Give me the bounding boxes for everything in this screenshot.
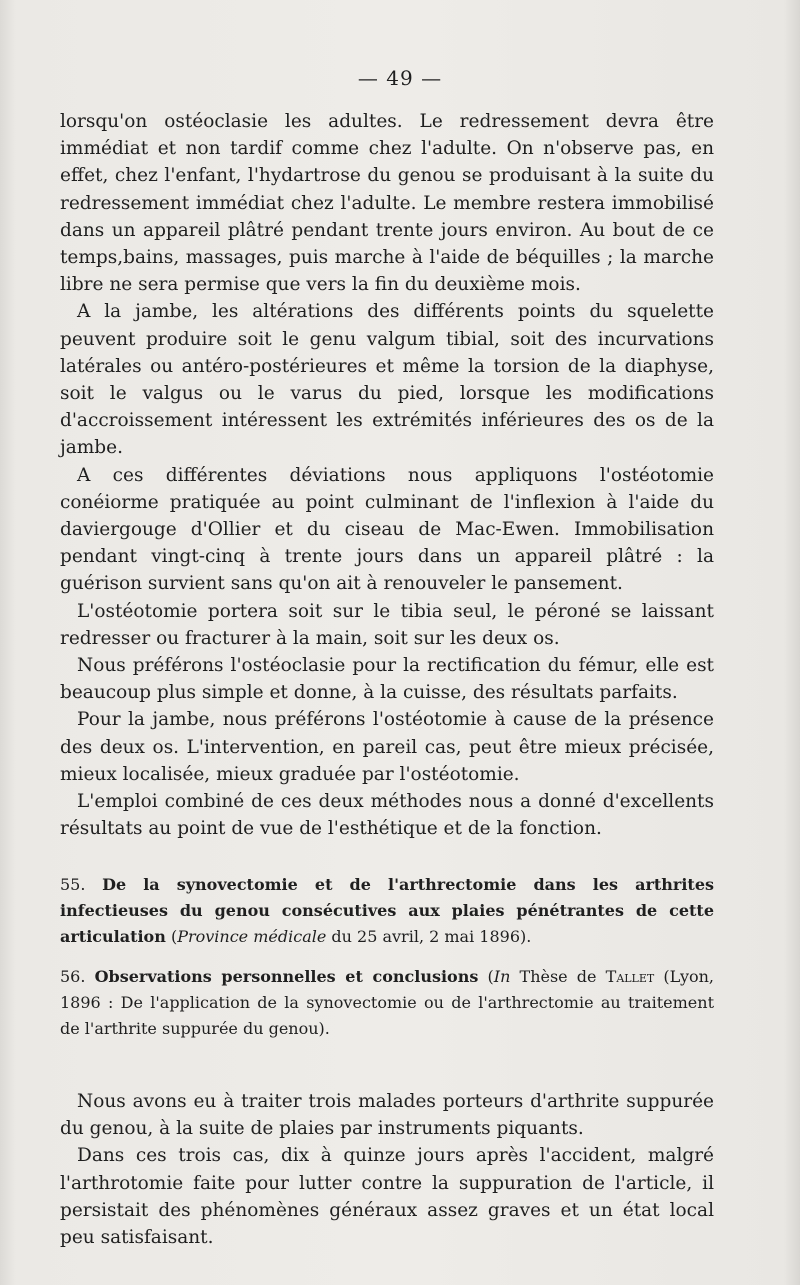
paragraph: A ces différentes déviations nous appliquons l'ostéotomie conéiorme pratiquée au point culminant de l'inflexion à l'aide du daviergouge d'Ollier et du ciseau de Mac-Ewen. Immobilisation pendant vingt-cinq à trente jours dans un appareil plâtré : la guérison survient sans qu'on ait à renouveler le pansement. <box>60 464 714 595</box>
bibliography-list <box>60 872 714 1056</box>
paragraph: Nous préférons l'ostéoclasie pour la rectification du fémur, elle est beaucoup plus simple et donne, à la cuisse, des résultats parfaits. <box>60 655 714 704</box>
paragraph: L'emploi combiné de ces deux méthodes nous a donné d'excellents résultats au point de vue de l'esthétique et de la fonction. <box>60 791 714 840</box>
reference-number: 56. <box>60 967 86 986</box>
reference-in-label: In <box>493 967 511 986</box>
page-number: — 49 — <box>357 66 443 90</box>
tail-text <box>60 1088 714 1251</box>
reference-entry-55 <box>60 872 714 950</box>
paragraph: L'ostéotomie portera soit sur le tibia seul, le péroné se laissant redresser ou fracturer à la main, soit sur les deux os. <box>60 600 714 649</box>
main-text <box>60 108 714 842</box>
paragraph: Pour la jambe, nous préférons l'ostéotomie à cause de la présence des deux os. L'intervention, en pareil cas, peut être mieux précisée, mieux localisée, mieux graduée par l'ostéotomie. <box>60 709 714 785</box>
reference-these: Thèse de <box>510 967 606 986</box>
reference-open-paren: ( <box>478 967 494 986</box>
reference-details: du 25 avril, 2 mai 1896). <box>326 927 532 946</box>
paragraph: Dans ces trois cas, dix à quinze jours après l'accident, malgré l'arthrotomie faite pour lutter contre la suppuration de l'article, il persistait des phénomènes généraux assez graves et un état local peu satisfaisant. <box>60 1145 714 1249</box>
reference-author: Tallet <box>605 967 655 986</box>
paragraph: Nous avons eu à traiter trois malades porteurs d'arthrite suppurée du genou, à la suite de plaies par instruments piquants. <box>60 1091 714 1140</box>
paragraph: A la jambe, les altérations des différents points du squelette peuvent produire soit le genu valgum tibial, soit des incurvations latérales ou antéro-postérieures et même la torsion de la diaphyse, soit le valgus ou le varus du pied, lorsque les modifications d'accroissement intéressent les extrémités inférieures des os de la jambe. <box>60 301 714 459</box>
reference-title: De la synovectomie et de l'arthrectomie dans les arthrites infectieuses du genou consécutives aux plaies pénétrantes de cette articulation <box>60 875 715 946</box>
reference-title: Observations personnelles et conclusions <box>94 967 479 986</box>
reference-details: (Lyon, 1896 : De l'application de la synovectomie ou de l'arthrectomie au traitement de l'arthrite suppurée du genou). <box>60 967 715 1038</box>
reference-source: Province médicale <box>177 927 327 946</box>
reference-open-paren: ( <box>170 927 178 946</box>
reference-number: 55. <box>60 875 86 894</box>
reference-entry-56 <box>60 964 714 1042</box>
paragraph: lorsqu'on ostéoclasie les adultes. Le redressement devra être immédiat et non tardif comme chez l'adulte. On n'observe pas, en effet, chez l'enfant, l'hydartrose du genou se produisant à la suite du redressement immédiat chez l'adulte. Le membre restera immobilisé dans un appareil plâtré pendant trente jours environ. Au bout de ce temps,bains, massages, puis marche à l'aide de béquilles ; la marche libre ne sera permise que vers la fin du deuxième mois. <box>60 111 714 296</box>
